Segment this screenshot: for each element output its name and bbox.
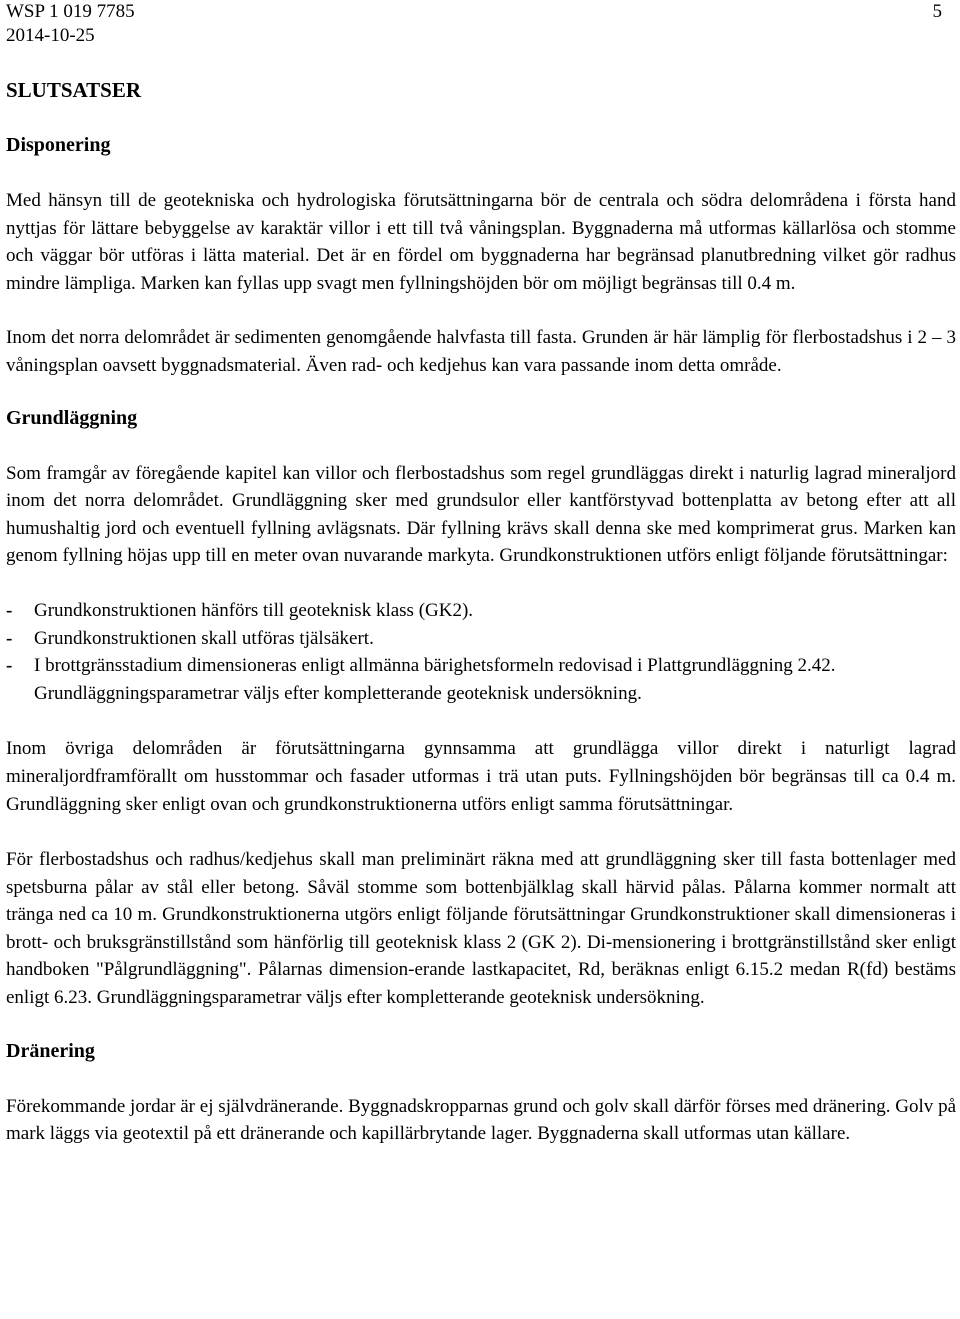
document-page: [6, 0, 956, 1148]
document-number: WSP 1 019 7785: [6, 1, 135, 22]
section-heading-disponering: Disponering: [6, 134, 111, 156]
paragraph-grundlaggning-3: För flerbostadshus och radhus/kedjehus skall man preliminärt räkna med att grundläggning sker till fasta bottenlager med spetsburna pålar av stål eller betong. Såväl stomme som bottenbjälklag skall härvid pålas. Pålarna kommer normalt att tränga ned ca 10 m. Grundkonstruktionerna utgörs enligt följande förutsättningar Grundkonstruktioner skall dimensioneras i brott- och bruksgränstillstånd som hänförlig till geoteknisk klass 2 (GK 2). Di-mensionering i brottgränstillstånd sker enligt handboken "Pålgrundläggning". Pålarnas dimension-erande lastkapacitet, Rd, beräknas enligt 6.15.2 medan R(fd) bestäms enligt 6.23. Grundläggningsparametrar väljs efter kompletterande geoteknisk undersökning.: [6, 849, 956, 1009]
page-header: [6, 0, 956, 48]
document-date: 2014-10-25: [6, 25, 95, 46]
dash-bullet: -: [6, 627, 13, 649]
paragraph-grundlaggning-2: Inom övriga delområden är förutsättningarna gynnsamma att grundlägga villor direkt i naturligt lagrad mineraljordframförallt om husstommar och fasader utformas i trä utan puts. Fyllningshöjden bör begränsas till ca 0.4 m. Grundläggning sker enligt ovan och grundkonstruktionerna utförs enligt samma förutsättningar.: [6, 738, 956, 815]
dash-bullet: -: [6, 599, 13, 621]
section-heading-dranering: Dränering: [6, 1039, 95, 1062]
paragraph-dranering: Förekommande jordar är ej självdränerande. Byggnadskropparnas grund och golv skall därför förses med dränering. Golv på mark läggs via geotextil på ett dränerande och kapillärbrytande lager. Byggnaderna skall utformas utan källare.: [6, 1095, 956, 1145]
list-item: [6, 625, 956, 653]
section-heading-grundlaggning: Grundläggning: [6, 406, 138, 429]
list-item: [6, 652, 956, 707]
dash-bullet: -: [6, 655, 13, 677]
list-item-text: I brottgränsstadium dimensioneras enligt allmänna bärighetsformeln redovisad i Plattgrundläggning 2.42. Grundläggningsparametrar väljs efter kompletterande geoteknisk undersökning.: [34, 655, 836, 704]
page-title: SLUTSATSER: [6, 78, 142, 102]
requirements-list: [6, 597, 956, 707]
paragraph-disponering-1: Med hänsyn till de geotekniska och hydrologiska förutsättningarna bör de centrala och södra delområdena i första hand nyttjas för lättare bebyggelse av karaktär villor i ett till två våningsplan. Byggnaderna må utformas källarlösa och stomme och väggar bör utföras i lätta material. Det är en fördel om byggnaderna har begränsad planutbredning vilket gör radhus mindre lämpliga. Marken kan fyllas upp svagt men fyllningshöjden bör om möjligt begränsas till 0.4 m.: [6, 190, 956, 294]
paragraph-disponering-2: Inom det norra delområdet är sedimenten genomgående halvfasta till fasta. Grunden är här lämplig för flerbostadshus i 2 – 3 våningsplan oavsett byggnadsmaterial. Även rad- och kedjehus kan vara passande inom detta område.: [6, 327, 956, 376]
paragraph-grundlaggning-intro: Som framgår av föregående kapitel kan villor och flerbostadshus som regel grundläggas direkt i naturlig lagrad mineraljord inom det norra delområdet. Grundläggning sker med grundsulor eller kantförstyvad bottenplatta av betong efter att all humushaltig jord och eventuell fyllning avlägsnats. Där fyllning krävs skall denna ske med komprimerat grus. Marken kan genom fyllning höjas upp till en meter ovan nuvarande markyta. Grundkonstruktionen utförs enligt följande förutsättningar:: [6, 462, 956, 567]
list-item-text: Grundkonstruktionen hänförs till geoteknisk klass (GK2).: [34, 599, 474, 621]
page-number: 5: [932, 1, 942, 22]
list-item: [6, 597, 956, 625]
list-item-text: Grundkonstruktionen skall utföras tjälsäkert.: [34, 627, 374, 649]
